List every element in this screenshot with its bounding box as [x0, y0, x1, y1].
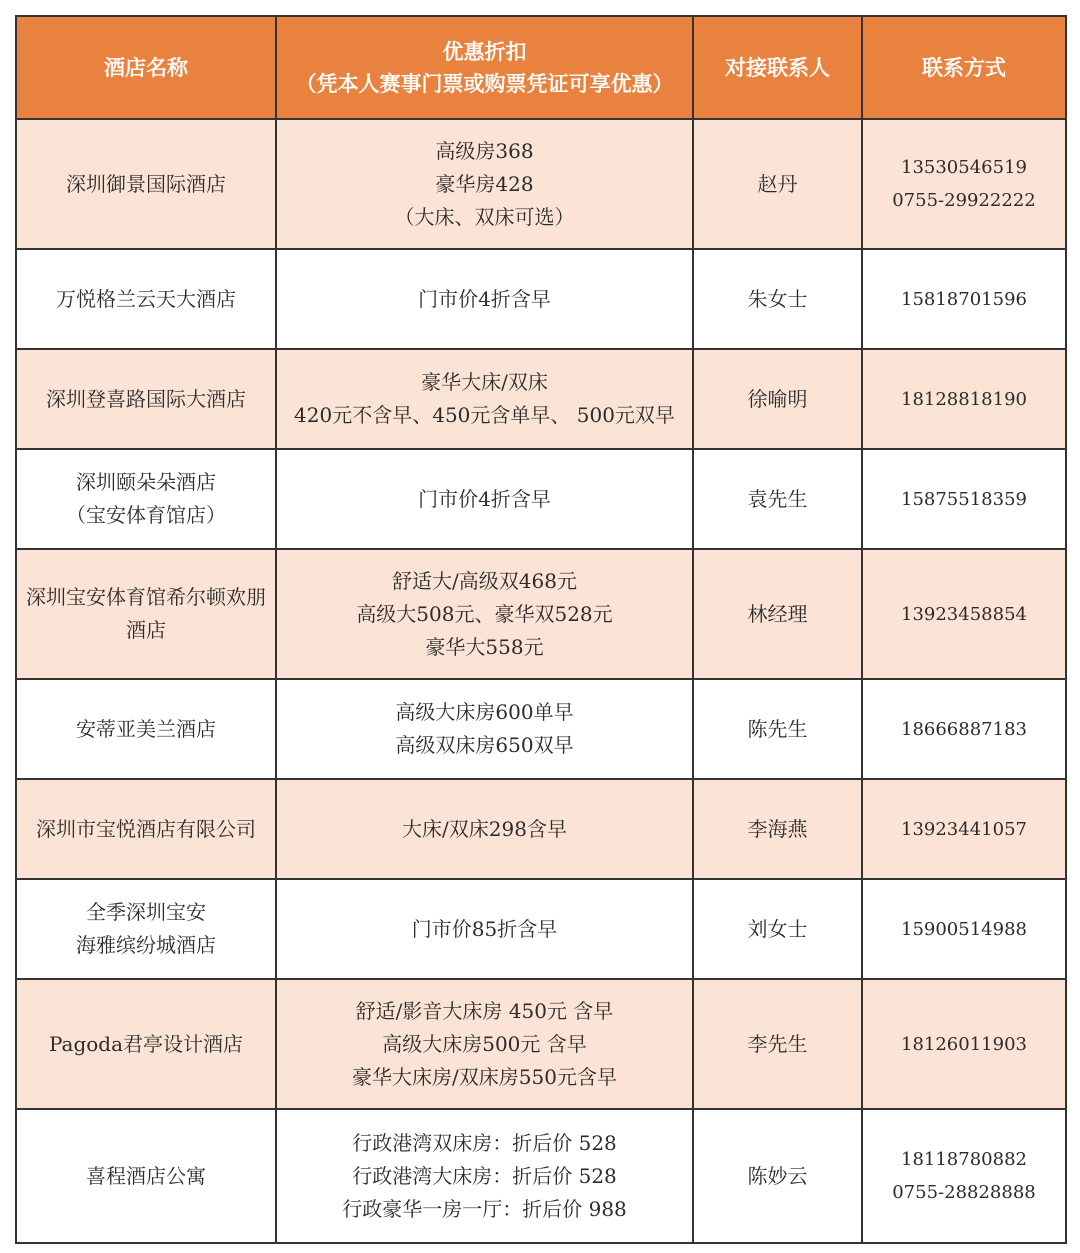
- header-contact-person: 对接联系人: [693, 16, 862, 119]
- discount-cell: [276, 549, 693, 679]
- discount-cell-line: 行政港湾双床房：折后价 528: [352, 1130, 617, 1155]
- discount-cell: [276, 779, 693, 879]
- hotel-name-cell-line: 深圳宝安体育馆希尔顿欢朋酒店: [26, 585, 266, 642]
- contact-person-cell: [693, 249, 862, 349]
- contact-phone-cell-line: 0755-29922222: [892, 190, 1036, 211]
- discount-cell: [276, 1109, 693, 1243]
- contact-phone-cell: [862, 349, 1066, 449]
- discount-cell-line: 高级房368: [435, 138, 534, 163]
- contact-person-cell-line: 陈先生: [747, 716, 808, 741]
- contact-person-cell-line: 袁先生: [747, 486, 808, 511]
- contact-person-cell: [693, 679, 862, 779]
- table-row: [16, 679, 1066, 779]
- contact-person-cell-line: 赵丹: [757, 171, 798, 196]
- discount-cell: [276, 349, 693, 449]
- table-row: [16, 549, 1066, 679]
- contact-phone-cell-line: 15875518359: [901, 488, 1027, 510]
- hotel-name-cell-line: 深圳御景国际酒店: [66, 171, 226, 196]
- contact-phone-cell-line: 15900514988: [901, 918, 1027, 940]
- contact-person-cell-line: 李海燕: [747, 816, 808, 841]
- contact-phone-cell: [862, 249, 1066, 349]
- contact-phone-cell-line: 13530546519: [901, 157, 1027, 178]
- contact-person-cell: [693, 349, 862, 449]
- hotel-name-cell: [16, 349, 276, 449]
- hotel-name-cell-line: （宝安体育馆店）: [66, 503, 226, 527]
- discount-cell-line: 高级大床房600单早: [395, 700, 574, 724]
- table-row: [16, 879, 1066, 979]
- contact-phone-cell-line: 0755-28828888: [892, 1182, 1036, 1203]
- discount-cell: [276, 879, 693, 979]
- contact-person-cell: [693, 119, 862, 249]
- discount-cell-line: （大床、双床可选）: [394, 204, 575, 229]
- contact-phone-cell: [862, 979, 1066, 1109]
- header-discount: [276, 16, 693, 119]
- contact-phone-cell: [862, 119, 1066, 249]
- table-row: [16, 449, 1066, 549]
- hotel-name-cell: [16, 979, 276, 1109]
- hotel-name-cell-line: Pagoda君亭设计酒店: [48, 1031, 244, 1056]
- contact-phone-cell-line: 18128818190: [901, 388, 1027, 410]
- contact-phone-cell-line: 18118780882: [901, 1149, 1027, 1170]
- hotel-name-cell-line: 万悦格兰云天大酒店: [56, 286, 236, 311]
- contact-person-cell: [693, 879, 862, 979]
- contact-phone-cell: [862, 679, 1066, 779]
- hotel-name-cell: [16, 1109, 276, 1243]
- discount-cell-line: 门市价4折含早: [418, 486, 551, 511]
- hotel-discount-table-wrapper: [15, 15, 1065, 1240]
- table-row: [16, 349, 1066, 449]
- table-row: [16, 979, 1066, 1109]
- table-row: [16, 249, 1066, 349]
- discount-cell-line: 豪华大床/双床: [421, 370, 548, 394]
- discount-cell-line: 420元不含早、450元含单早、 500元双早: [294, 403, 675, 427]
- contact-phone-cell: [862, 449, 1066, 549]
- discount-cell-line: 高级大床房500元 含早: [382, 1031, 587, 1056]
- table-header-row: [16, 16, 1066, 119]
- discount-cell-line: 豪华大床房/双床房550元含早: [352, 1064, 617, 1089]
- hotel-name-cell: [16, 879, 276, 979]
- discount-cell-line: 行政港湾大床房：折后价 528: [352, 1163, 617, 1188]
- hotel-name-cell-line: 安蒂亚美兰酒店: [76, 716, 216, 741]
- contact-person-cell: [693, 449, 862, 549]
- hotel-name-cell: [16, 249, 276, 349]
- hotel-name-cell-line: 全季深圳宝安: [86, 900, 206, 924]
- table-row: [16, 1109, 1066, 1243]
- contact-person-cell-line: 李先生: [747, 1031, 808, 1056]
- contact-person-cell-line: 朱女士: [747, 286, 808, 311]
- contact-person-cell: [693, 1109, 862, 1243]
- hotel-name-cell-line: 深圳市宝悦酒店有限公司: [36, 816, 256, 841]
- contact-person-cell-line: 陈妙云: [747, 1163, 808, 1188]
- header-discount-note: （凭本人赛事门票或购票凭证可享优惠）: [295, 70, 674, 96]
- discount-cell: [276, 449, 693, 549]
- discount-cell-line: 大床/双床298含早: [402, 816, 567, 841]
- contact-phone-cell-line: 15818701596: [901, 288, 1027, 310]
- discount-cell-line: 门市价4折含早: [418, 286, 551, 311]
- hotel-name-cell: [16, 449, 276, 549]
- hotel-name-cell: [16, 549, 276, 679]
- header-hotel-name: 酒店名称: [16, 16, 276, 119]
- table-row: [16, 119, 1066, 249]
- discount-cell: [276, 249, 693, 349]
- header-discount-title: 优惠折扣: [442, 38, 527, 64]
- contact-phone-cell-line: 13923458854: [901, 603, 1027, 625]
- discount-cell-line: 高级双床房650双早: [395, 733, 574, 757]
- contact-person-cell: [693, 779, 862, 879]
- contact-person-cell-line: 徐喻明: [747, 386, 808, 411]
- discount-cell: [276, 979, 693, 1109]
- contact-person-cell: [693, 549, 862, 679]
- contact-phone-cell: [862, 779, 1066, 879]
- contact-person-cell-line: 林经理: [747, 601, 808, 626]
- table-row: [16, 779, 1066, 879]
- hotel-name-cell-line: 海雅缤纷城酒店: [76, 933, 216, 957]
- contact-person-cell: [693, 979, 862, 1109]
- hotel-name-cell: [16, 119, 276, 249]
- contact-phone-cell-line: 18126011903: [901, 1033, 1027, 1055]
- contact-phone-cell: [862, 879, 1066, 979]
- hotel-name-cell: [16, 779, 276, 879]
- hotel-name-cell-line: 深圳颐朵朵酒店: [76, 470, 216, 494]
- discount-cell-line: 豪华大558元: [425, 634, 544, 659]
- contact-phone-cell: [862, 1109, 1066, 1243]
- hotel-name-cell-line: 深圳登喜路国际大酒店: [46, 386, 246, 411]
- contact-phone-cell-line: 13923441057: [901, 818, 1027, 840]
- header-contact-method: 联系方式: [862, 16, 1066, 119]
- hotel-discount-table: [15, 15, 1067, 1244]
- discount-cell: [276, 119, 693, 249]
- contact-person-cell-line: 刘女士: [747, 916, 808, 941]
- discount-cell: [276, 679, 693, 779]
- discount-cell-line: 舒适大/高级双468元: [392, 568, 577, 593]
- contact-phone-cell-line: 18666887183: [901, 718, 1027, 740]
- discount-cell-line: 高级大508元、豪华双528元: [356, 601, 613, 626]
- discount-cell-line: 豪华房428: [435, 171, 534, 196]
- contact-phone-cell: [862, 549, 1066, 679]
- discount-cell-line: 门市价85折含早: [411, 916, 558, 941]
- discount-cell-line: 行政豪华一房一厅：折后价 988: [342, 1196, 627, 1221]
- hotel-name-cell: [16, 679, 276, 779]
- hotel-name-cell-line: 喜程酒店公寓: [86, 1163, 206, 1188]
- discount-cell-line: 舒适/影音大床房 450元 含早: [355, 998, 614, 1023]
